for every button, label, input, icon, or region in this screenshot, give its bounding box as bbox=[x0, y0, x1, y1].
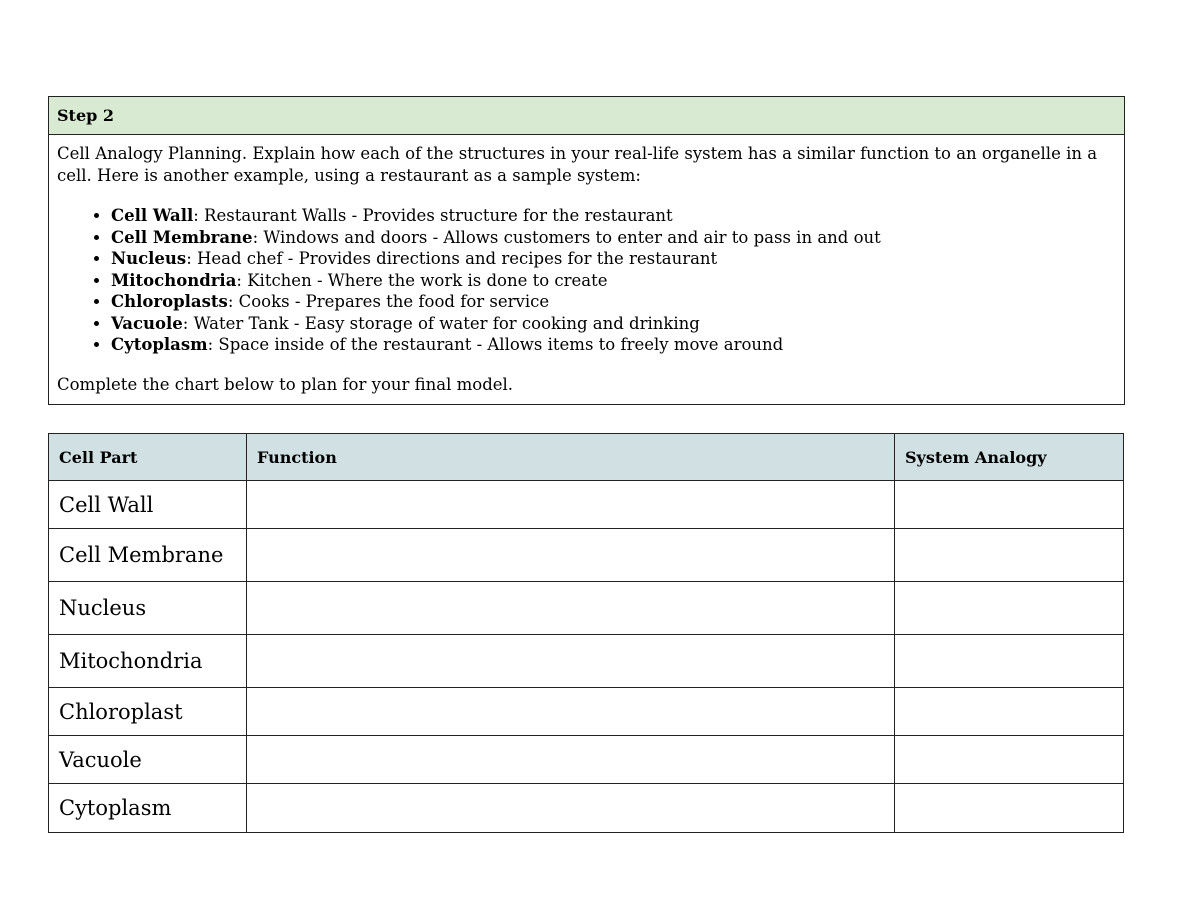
example-term: Cytoplasm bbox=[111, 335, 208, 354]
table-row bbox=[49, 784, 1124, 833]
cell-part-label: Mitochondria bbox=[49, 635, 247, 688]
table-row bbox=[49, 736, 1124, 784]
example-desc: : Kitchen - Where the work is done to create bbox=[236, 270, 608, 290]
header-cell-part: Cell Part bbox=[49, 434, 247, 481]
table-row bbox=[49, 481, 1124, 529]
function-cell[interactable] bbox=[247, 481, 895, 529]
step-closing: Complete the chart below to plan for your final model. bbox=[57, 374, 514, 394]
cell-analogy-chart bbox=[48, 433, 1124, 833]
function-cell[interactable] bbox=[247, 688, 895, 736]
example-desc: : Space inside of the restaurant - Allows items to freely move around bbox=[207, 335, 784, 354]
example-desc: : Cooks - Prepares the food for service bbox=[227, 292, 550, 311]
example-desc: : Head chef - Provides directions and recipes for the restaurant bbox=[186, 249, 718, 268]
step-body bbox=[49, 135, 1124, 404]
list-item bbox=[111, 227, 1116, 249]
analogy-cell[interactable] bbox=[895, 529, 1124, 582]
example-desc: : Water Tank - Easy storage of water for cooking and drinking bbox=[182, 313, 700, 333]
analogy-cell[interactable] bbox=[895, 481, 1124, 529]
list-item bbox=[111, 291, 1116, 313]
step-intro: Cell Analogy Planning. Explain how each of the structures in your real-life system has a similar function to an organelle in a cell. Here is another example, using a restaurant as a sample system: bbox=[57, 144, 1098, 185]
example-term: Vacuole bbox=[111, 313, 183, 333]
cell-part-label: Chloroplast bbox=[49, 688, 247, 736]
cell-part-label: Vacuole bbox=[49, 736, 247, 784]
cell-part-label: Nucleus bbox=[49, 582, 247, 635]
table-header-row bbox=[49, 434, 1124, 481]
step-2-box bbox=[48, 96, 1125, 405]
table-row bbox=[49, 529, 1124, 582]
list-item bbox=[111, 248, 1116, 270]
step-header bbox=[49, 97, 1124, 135]
cell-part-label: Cell Membrane bbox=[49, 529, 247, 582]
analogy-cell[interactable] bbox=[895, 635, 1124, 688]
function-cell[interactable] bbox=[247, 635, 895, 688]
header-function: Function bbox=[247, 434, 895, 481]
function-cell[interactable] bbox=[247, 582, 895, 635]
example-term: Chloroplasts bbox=[111, 292, 228, 311]
table-row bbox=[49, 582, 1124, 635]
analogy-cell[interactable] bbox=[895, 736, 1124, 784]
list-item bbox=[111, 205, 1116, 227]
table-row bbox=[49, 635, 1124, 688]
table-row bbox=[49, 688, 1124, 736]
example-term: Cell Membrane bbox=[111, 227, 253, 247]
analogy-example-list bbox=[57, 205, 1116, 356]
cell-part-label: Cell Wall bbox=[49, 481, 247, 529]
function-cell[interactable] bbox=[247, 736, 895, 784]
analogy-cell[interactable] bbox=[895, 688, 1124, 736]
function-cell[interactable] bbox=[247, 784, 895, 833]
list-item bbox=[111, 334, 1116, 356]
list-item bbox=[111, 313, 1116, 335]
list-item bbox=[111, 270, 1116, 292]
header-system-analogy: System Analogy bbox=[895, 434, 1124, 481]
example-term: Nucleus bbox=[111, 249, 187, 268]
example-desc: : Windows and doors - Allows customers to enter and air to pass in and out bbox=[252, 227, 881, 247]
function-cell[interactable] bbox=[247, 529, 895, 582]
example-desc: : Restaurant Walls - Provides structure for the restaurant bbox=[193, 206, 673, 225]
example-term: Cell Wall bbox=[111, 206, 194, 225]
step-title: Step 2 bbox=[57, 106, 115, 125]
analogy-cell[interactable] bbox=[895, 784, 1124, 833]
example-term: Mitochondria bbox=[111, 270, 237, 290]
cell-part-label: Cytoplasm bbox=[49, 784, 247, 833]
analogy-cell[interactable] bbox=[895, 582, 1124, 635]
